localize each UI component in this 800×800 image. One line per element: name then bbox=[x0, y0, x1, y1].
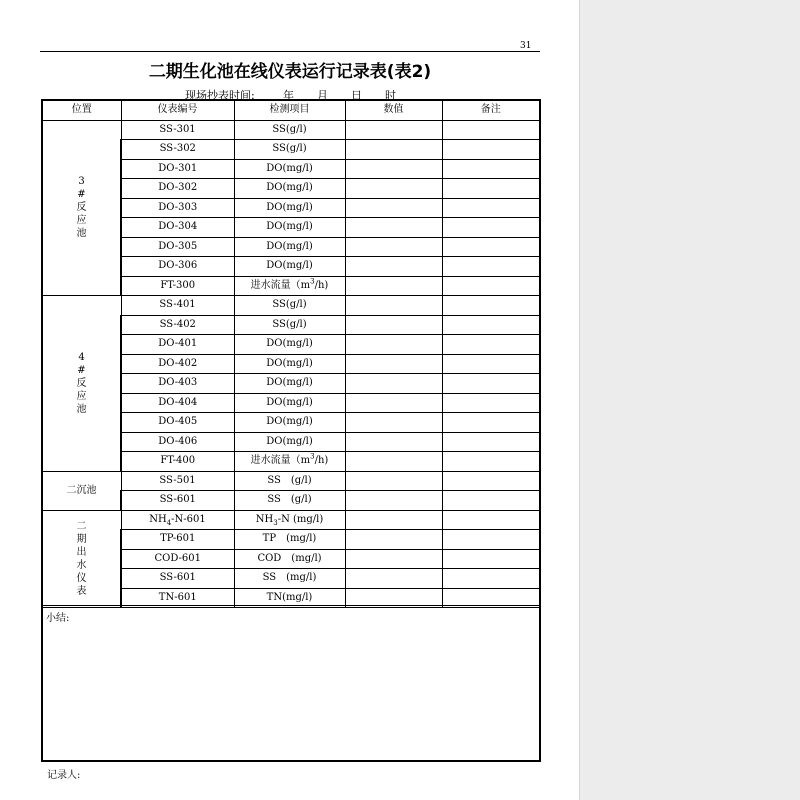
value-cell[interactable] bbox=[345, 393, 442, 413]
value-cell[interactable] bbox=[345, 257, 442, 277]
measure-item bbox=[234, 452, 345, 472]
value-cell[interactable] bbox=[345, 452, 442, 472]
item-text: -N (mg/l) bbox=[277, 513, 324, 525]
remark-cell[interactable] bbox=[442, 296, 540, 316]
instrument-id: DO-304 bbox=[121, 218, 234, 238]
measure-item: DO(mg/l) bbox=[234, 159, 345, 179]
instrument-id: SS-601 bbox=[121, 569, 234, 589]
page-number: 31 bbox=[520, 41, 532, 51]
instrument-id: COD-601 bbox=[121, 549, 234, 569]
measure-item bbox=[234, 510, 345, 530]
measure-item: SS(g/l) bbox=[234, 140, 345, 160]
value-cell[interactable] bbox=[345, 432, 442, 452]
value-cell[interactable] bbox=[345, 569, 442, 589]
remark-cell[interactable] bbox=[442, 530, 540, 550]
measure-item: DO(mg/l) bbox=[234, 374, 345, 394]
item-text: /h) bbox=[314, 455, 329, 467]
instrument-id: DO-305 bbox=[121, 237, 234, 257]
value-cell[interactable] bbox=[345, 491, 442, 511]
instrument-id: SS-301 bbox=[121, 120, 234, 140]
value-cell[interactable] bbox=[345, 296, 442, 316]
value-cell[interactable] bbox=[345, 354, 442, 374]
instrument-id: DO-306 bbox=[121, 257, 234, 277]
value-cell[interactable] bbox=[345, 179, 442, 199]
instrument-id: DO-302 bbox=[121, 179, 234, 199]
instrument-id: SS-302 bbox=[121, 140, 234, 160]
id-text: NH bbox=[149, 513, 167, 525]
location-cell-3 bbox=[42, 120, 121, 296]
remark-cell[interactable] bbox=[442, 569, 540, 589]
value-cell[interactable] bbox=[345, 530, 442, 550]
instrument-id: FT-300 bbox=[121, 276, 234, 296]
remark-cell[interactable] bbox=[442, 354, 540, 374]
remark-cell[interactable] bbox=[442, 257, 540, 277]
measure-item: SS (g/l) bbox=[234, 491, 345, 511]
instrument-id: SS-402 bbox=[121, 315, 234, 335]
measure-item: DO(mg/l) bbox=[234, 198, 345, 218]
location-label: 4#反应池 bbox=[76, 351, 87, 415]
remark-cell[interactable] bbox=[442, 432, 540, 452]
value-cell[interactable] bbox=[345, 120, 442, 140]
measure-item: DO(mg/l) bbox=[234, 237, 345, 257]
header-value: 数值 bbox=[345, 100, 442, 120]
remark-cell[interactable] bbox=[442, 179, 540, 199]
header-location: 位置 bbox=[42, 100, 121, 120]
value-cell[interactable] bbox=[345, 237, 442, 257]
remark-cell[interactable] bbox=[442, 198, 540, 218]
remark-cell[interactable] bbox=[442, 452, 540, 472]
table-row bbox=[42, 120, 540, 140]
hour-label: 时 bbox=[385, 89, 396, 102]
remark-cell[interactable] bbox=[442, 159, 540, 179]
instrument-id: DO-301 bbox=[121, 159, 234, 179]
year-label: 年 bbox=[283, 89, 294, 102]
value-cell[interactable] bbox=[345, 198, 442, 218]
summary-label: 小结: bbox=[46, 613, 70, 624]
remark-cell[interactable] bbox=[442, 120, 540, 140]
instrument-id: DO-303 bbox=[121, 198, 234, 218]
measure-item: DO(mg/l) bbox=[234, 432, 345, 452]
instrument-id: DO-402 bbox=[121, 354, 234, 374]
item-text: 进水流量（m bbox=[250, 279, 311, 291]
value-cell[interactable] bbox=[345, 510, 442, 530]
instrument-id: FT-400 bbox=[121, 452, 234, 472]
instrument-id: DO-405 bbox=[121, 413, 234, 433]
remark-cell[interactable] bbox=[442, 276, 540, 296]
remark-cell[interactable] bbox=[442, 237, 540, 257]
value-cell[interactable] bbox=[345, 159, 442, 179]
measure-item: SS(g/l) bbox=[234, 315, 345, 335]
instrument-id: SS-401 bbox=[121, 296, 234, 316]
value-cell[interactable] bbox=[345, 471, 442, 491]
remark-cell[interactable] bbox=[442, 491, 540, 511]
table-row bbox=[42, 510, 540, 530]
value-cell[interactable] bbox=[345, 549, 442, 569]
measure-item: SS(g/l) bbox=[234, 120, 345, 140]
instrument-id: DO-401 bbox=[121, 335, 234, 355]
remark-cell[interactable] bbox=[442, 510, 540, 530]
value-cell[interactable] bbox=[345, 335, 442, 355]
location-label: 3#反应池 bbox=[76, 176, 87, 240]
measure-item: DO(mg/l) bbox=[234, 413, 345, 433]
measure-item: TP (mg/l) bbox=[234, 530, 345, 550]
location-cell-effluent bbox=[42, 510, 121, 608]
page-edge bbox=[579, 0, 580, 800]
measure-item: SS(g/l) bbox=[234, 296, 345, 316]
id-subscript: 4 bbox=[166, 518, 172, 527]
header-remark: 备注 bbox=[442, 100, 540, 120]
measure-item: DO(mg/l) bbox=[234, 257, 345, 277]
remark-cell[interactable] bbox=[442, 140, 540, 160]
table-row bbox=[42, 471, 540, 491]
item-text: /h) bbox=[314, 279, 329, 291]
remark-cell[interactable] bbox=[442, 471, 540, 491]
instrument-id: DO-406 bbox=[121, 432, 234, 452]
item-text: NH bbox=[255, 513, 274, 525]
instrument-id: SS-601 bbox=[121, 491, 234, 511]
remark-cell[interactable] bbox=[442, 315, 540, 335]
instrument-id bbox=[121, 510, 234, 530]
instrument-id: TN-601 bbox=[121, 588, 234, 608]
header-instrument-id: 仪表编号 bbox=[121, 100, 234, 120]
remark-cell[interactable] bbox=[442, 374, 540, 394]
value-cell[interactable] bbox=[345, 276, 442, 296]
instrument-id: DO-403 bbox=[121, 374, 234, 394]
measure-item: COD (mg/l) bbox=[234, 549, 345, 569]
month-label: 月 bbox=[317, 89, 328, 102]
table-row bbox=[42, 296, 540, 316]
measure-item: DO(mg/l) bbox=[234, 335, 345, 355]
remark-cell[interactable] bbox=[442, 413, 540, 433]
location-cell-4 bbox=[42, 296, 121, 472]
location-label: 二期出水仪表 bbox=[76, 520, 87, 597]
measure-item: SS (g/l) bbox=[234, 471, 345, 491]
location-cell-sedimentation: 二沉池 bbox=[42, 471, 121, 510]
value-cell[interactable] bbox=[345, 218, 442, 238]
id-text: -N-601 bbox=[171, 513, 206, 525]
value-cell[interactable] bbox=[345, 413, 442, 433]
instrument-id: DO-404 bbox=[121, 393, 234, 413]
measure-item: TN(mg/l) bbox=[234, 588, 345, 608]
instrument-log-table bbox=[41, 99, 541, 608]
value-cell[interactable] bbox=[345, 140, 442, 160]
day-label: 日 bbox=[351, 89, 362, 102]
recorder-label: 记录人: bbox=[47, 770, 81, 781]
measure-item: DO(mg/l) bbox=[234, 354, 345, 374]
remark-cell[interactable] bbox=[442, 335, 540, 355]
measure-item: DO(mg/l) bbox=[234, 218, 345, 238]
remark-cell[interactable] bbox=[442, 549, 540, 569]
item-superscript: 3 bbox=[310, 452, 315, 461]
item-subscript: 3 bbox=[273, 518, 278, 527]
measure-item bbox=[234, 276, 345, 296]
measure-item: DO(mg/l) bbox=[234, 393, 345, 413]
measure-item: DO(mg/l) bbox=[234, 179, 345, 199]
measure-item: SS (mg/l) bbox=[234, 569, 345, 589]
instrument-id: SS-501 bbox=[121, 471, 234, 491]
value-cell[interactable] bbox=[345, 315, 442, 335]
remark-cell[interactable] bbox=[442, 218, 540, 238]
item-text: 进水流量（m bbox=[250, 455, 311, 467]
page-title: 二期生化池在线仪表运行记录表(表2) bbox=[148, 62, 432, 82]
header-rule bbox=[40, 51, 540, 52]
value-cell[interactable] bbox=[345, 374, 442, 394]
summary-box[interactable] bbox=[41, 605, 541, 762]
header-item: 检测项目 bbox=[234, 100, 345, 120]
table-header-row bbox=[42, 100, 540, 120]
instrument-id: TP-601 bbox=[121, 530, 234, 550]
reading-time-label: 现场抄表时间: bbox=[185, 89, 255, 102]
item-superscript: 3 bbox=[310, 277, 315, 286]
remark-cell[interactable] bbox=[442, 393, 540, 413]
